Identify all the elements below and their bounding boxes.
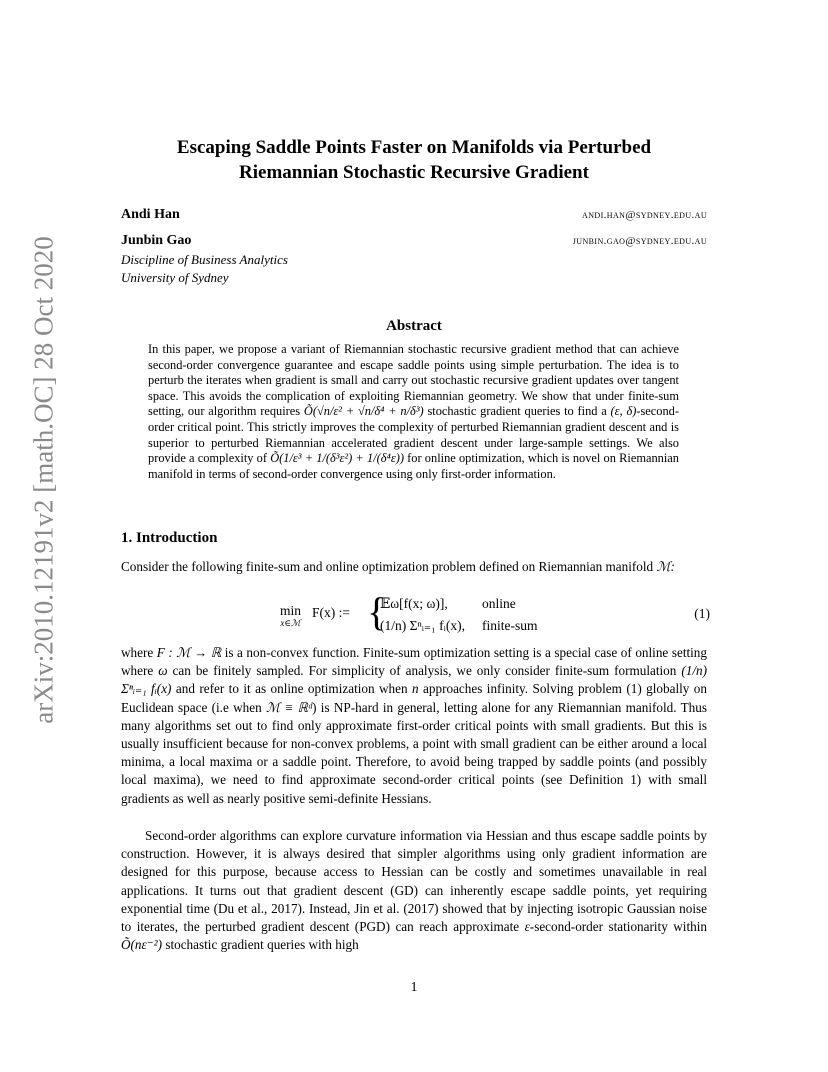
intro-paragraph-1: where F : ℳ → ℝ is a non-convex function. Finite-sum optimization setting is a special case of online setting where ω can be finitely sampled. For simplicity of analysis, we only consider finite-sum formulation (1/n) Σⁿᵢ₌₁ fᵢ(x) and refer to it as online optimization when n approaches infinity. Solving problem (1) globally on Euclidean space (i.e when ℳ ≡ ℝᵈ) is NP-hard in general, letting alone for any Riemannian manifold. Thus many algorithms set out to find only approximate first-order critical points with small gradients. But this is usually insufficient because for non-convex problems, a point with small gradient can be either around a local minima, a local maxima or a saddle point. Therefore, to avoid being trapped by saddle points (and possibly local maxima), we need to find approximate second-order critical points (see Definition 1) with small gradients as well as nearly positive semi-definite Hessians. [121,645,708,806]
equation-condition-online: online [482,596,516,611]
affiliation-university: University of Sydney [121,270,229,285]
arxiv-stamp [24,236,64,724]
intro-paragraph-2: Second-order algorithms can explore curvature information via Hessian and thus escape saddle points by construction. However, it is always desired that simpler algorithms using only gradient information are designed for this purpose, because access to Hessian can be costly and sometimes unavailable in real applications. It turns out that gradient descent (GD) can inherently escape saddle points, yet requiring exponential time (Du et al., 2017). Instead, Jin et al. (2017) showed that by injecting isotropic Gaussian noise to iterates, the perturbed gradient descent (PGD) can reach approximate ε-second-order stationarity within Õ(nε⁻²) stochastic gradient queries with high [121,828,707,953]
abstract-text: In this paper, we propose a variant of Riemannian stochastic recursive gradient method that can achieve second-order convergence guarantee and escape saddle points using simple perturbation. The idea is to perturb the iterates when gradient is small and carry out stochastic recursive gradient updates over tangent space. This avoids the complication of exploiting Riemannian geometry. We show that under finite-sum setting, our algorithm requires Õ(√n/ε² + √n/δ⁴ + n/δ³) stochastic gradient queries to find a (ε, δ)-second-order critical point. This strictly improves the complexity of perturbed Riemannian gradient descent and is superior to perturbed Riemannian accelerated gradient descent under large-sample settings. We also provide a complexity of Õ(1/ε³ + 1/(δ³ε²) + 1/(δ⁴ε)) for online optimization, which is novel on Riemannian manifold in terms of second-order convergence using only first-order information. [148,342,680,481]
intro-lead: Consider the following finite-sum and online optimization problem defined on Riemannian manifold ℳ: [121,559,675,574]
equation-brace: { [367,589,387,634]
author-name: Andi Han [121,207,180,222]
equation-lhs: F(x) := [312,605,350,620]
author-email: junbin.gao@sydney.edu.au [572,235,707,247]
abstract-heading: Abstract [386,318,442,334]
section-heading: 1. Introduction [121,530,218,546]
complexity-online: Õ(1/ε³ + 1/(δ³ε²) + 1/(δ⁴ε)) [267,451,408,466]
paper-title [120,135,708,185]
title-line-1: Escaping Saddle Points Faster on Manifolds via Perturbed [176,137,652,158]
author-email: andi.han@sydney.edu.au [582,209,707,221]
equation-case-finite-sum: (1/n) Σⁿᵢ₌₁ fᵢ(x), [380,618,465,633]
critical-point-params: (ε, δ) [606,404,637,419]
arxiv-stamp-text: arXiv:2010.12191v2 [math.OC] 28 Oct 2020 [28,236,59,724]
affiliation-department: Discipline of Business Analytics [121,252,288,267]
complexity-finite-sum: Õ(√n/ε² + √n/δ⁴ + n/δ³) [300,404,428,419]
equation-min-operator: min x∈ℳ [280,603,302,628]
equation-1 [280,589,710,638]
page-number: 1 [410,980,418,995]
equation-number: (1) [694,606,710,621]
equation-condition-finite-sum: finite-sum [482,618,538,633]
title-line-2: Riemannian Stochastic Recursive Gradient [239,162,589,183]
equation-case-online: 𝔼ω[f(x; ω)], [380,596,448,611]
author-name: Junbin Gao [121,233,192,248]
